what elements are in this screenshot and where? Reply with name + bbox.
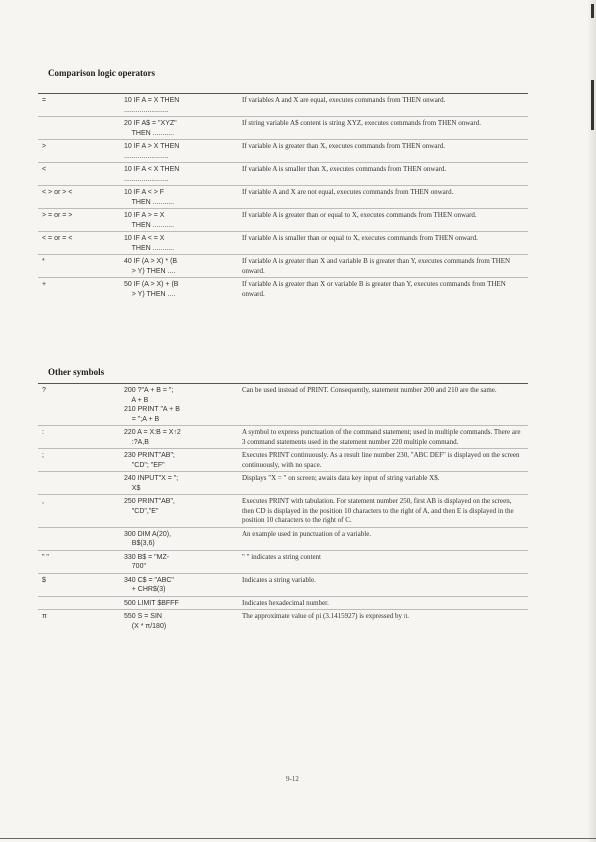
symbol-cell: π	[42, 613, 47, 620]
description-cell: A symbol to express punctuation of the command statement; used in multiple commands. There are 3 command statements used in the statement number 220 multiple command.	[242, 428, 521, 446]
description-cell: If string variable A$ content is string XYZ, executes commands from THEN onward.	[242, 119, 481, 127]
table-row	[38, 93, 528, 116]
edge-mark	[591, 4, 594, 18]
example-cell: 250 PRINT"AB", "CD","E"	[124, 498, 175, 515]
symbol-cell: $	[42, 576, 46, 584]
description-cell: If variable A is greater than or equal to X, executes commands from THEN onward.	[242, 211, 477, 219]
table-row	[38, 573, 528, 596]
description-cell: Executes PRINT continuously. As a result line number 230, "ABC DEF" is displayed on the screen continuously, with no space.	[242, 451, 520, 469]
description-cell: If variable A is greater than X and variable B is greater than Y, executes commands from THEN onward.	[242, 257, 511, 275]
symbol-cell: " "	[42, 553, 49, 561]
table-row	[38, 425, 528, 448]
example-cell: 300 DIM A(20), B$(3,6)	[124, 530, 172, 547]
description-cell: If variable A is smaller than or equal to X, executes commands from THEN onward.	[242, 234, 478, 242]
example-cell: 40 IF (A > X) * (B > Y) THEN ....	[124, 258, 178, 275]
symbol-cell: =	[42, 97, 47, 104]
table-row	[38, 231, 528, 254]
symbol-cell: *	[42, 258, 45, 265]
symbol-cell: > = or = >	[42, 212, 73, 219]
example-cell: 330 B$ = "MZ- 700"	[124, 553, 170, 570]
table-row	[38, 254, 528, 277]
example-cell: 10 IF A > X THEN .......................	[124, 143, 180, 160]
description-cell: " " indicates a string content	[242, 552, 321, 561]
description-cell: If variables A and X are equal, executes commands from THEN onward.	[242, 96, 446, 104]
example-cell: 230 PRINT"AB"; "CD"; "EF"	[124, 452, 175, 469]
table-row	[38, 448, 528, 471]
symbol-cell: :	[42, 429, 44, 436]
symbol-cell: <	[42, 166, 47, 173]
example-cell: 10 IF A = X THEN .......................	[124, 97, 180, 114]
description-cell: Indicates a string variable.	[242, 575, 316, 584]
symbol-cell: ;	[42, 452, 44, 459]
example-cell: 220 A = X:B = X↑2 :?A,B	[124, 429, 181, 446]
table-row	[38, 277, 528, 300]
table-row	[38, 116, 528, 139]
bottom-border	[0, 838, 596, 839]
table-row	[38, 527, 528, 550]
example-cell: 550 S = SIN (X * π/180)	[124, 613, 167, 630]
table-row	[38, 494, 528, 527]
example-cell: 10 IF A < = X THEN ...........	[124, 235, 175, 252]
example-cell: 500 LIMIT $BFFF	[124, 599, 179, 607]
page-number: 9-12	[286, 775, 299, 783]
example-cell: 340 C$ = "ABC" + CHR$(3)	[124, 576, 174, 593]
description-cell: If variable A and X are not equal, executes commands from THEN onward.	[242, 188, 454, 196]
description-cell: Displays "X = " on screen; awaits data key input of string variable X$.	[242, 474, 440, 482]
table-row	[38, 139, 528, 162]
example-cell: 10 IF A < X THEN .......................	[124, 166, 180, 183]
table-row	[38, 609, 528, 632]
description-cell: Executes PRINT with tabulation. For statement number 250, first AB is displayed on the screen, then CD is displayed in the position 10 characters to the right of A, and then E is displayed in the position 10 characters to the right of C.	[242, 497, 514, 524]
example-cell: 50 IF (A > X) + (B > Y) THEN ....	[124, 281, 179, 298]
comparison-section-title: Comparison logic operators	[48, 68, 155, 78]
table-row	[38, 596, 528, 610]
description-cell: The approximate value of pi (3.1415927) is expressed by π.	[242, 612, 410, 620]
comparison-table	[38, 93, 528, 300]
description-cell: If variable A is smaller than X, executes commands from THEN onward.	[242, 165, 447, 173]
symbol-cell: < = or = <	[42, 235, 73, 242]
table-row	[38, 550, 528, 573]
table-row	[38, 208, 528, 231]
description-cell: If variable A is greater than X or variable B is greater than Y, executes commands from THEN onward.	[242, 280, 506, 298]
description-cell: Can be used instead of PRINT. Consequently, statement number 200 and 210 are the same.	[242, 386, 497, 394]
example-cell: 240 INPUT"X = "; X$	[124, 475, 179, 492]
description-cell: Indicates hexadecimal number.	[242, 598, 329, 607]
description-cell: An example used in punctuation of a variable.	[242, 529, 372, 538]
table-row	[38, 383, 528, 425]
edge-mark	[591, 80, 594, 130]
symbol-cell: >	[42, 143, 47, 150]
symbol-cell: < > or > <	[42, 189, 73, 196]
example-cell: 20 IF A$ = "XYZ" THEN ...........	[124, 120, 177, 137]
example-cell: 200 ?"A + B = "; A + B 210 PRINT "A + B = ";A + B	[124, 387, 180, 423]
other-symbols-table	[38, 383, 528, 632]
example-cell: 10 IF A > = X THEN ...........	[124, 212, 175, 229]
example-cell: 10 IF A < > F THEN ...........	[124, 189, 175, 206]
table-row	[38, 185, 528, 208]
other-symbols-section-title: Other symbols	[48, 367, 105, 377]
symbol-cell: ?	[42, 387, 46, 394]
symbol-cell: ,	[42, 498, 44, 505]
description-cell: If variable A is greater than X, executes commands from THEN onward.	[242, 142, 445, 150]
table-row	[38, 162, 528, 185]
symbol-cell: +	[42, 281, 47, 288]
table-row	[38, 471, 528, 494]
